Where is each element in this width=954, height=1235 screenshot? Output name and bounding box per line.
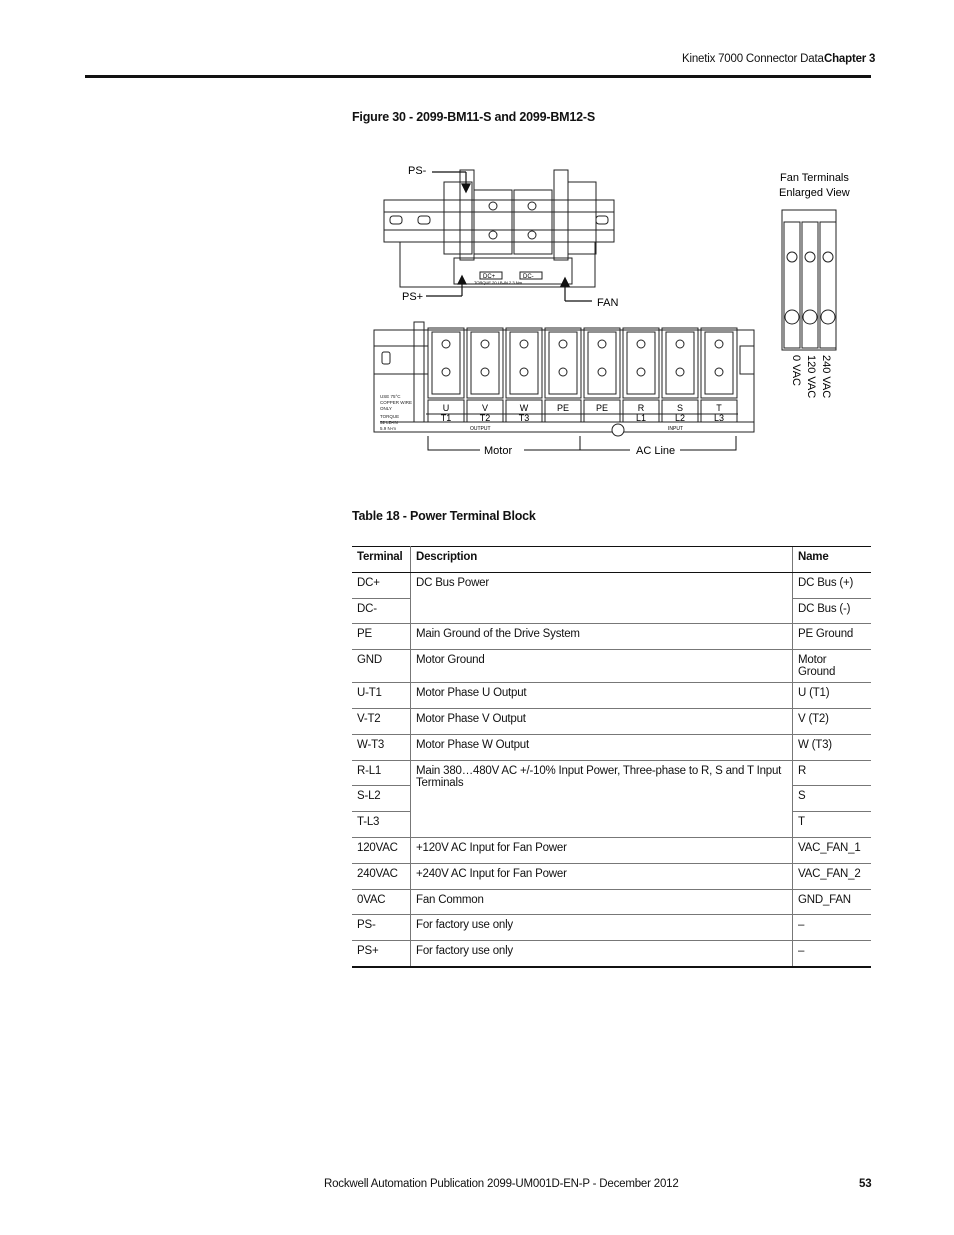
cell-description: For factory use only	[411, 915, 793, 941]
table-row	[352, 650, 871, 683]
table-row	[352, 837, 871, 863]
cell-description: Main 380…480V AC +/-10% Input Power, Three-phase to R, S and T Input Terminals	[411, 760, 793, 837]
terminal-column	[428, 328, 464, 423]
note-line-1: USE 75°C	[380, 394, 401, 399]
table-row	[352, 889, 871, 915]
cell-name: VAC_FAN_1	[793, 837, 872, 863]
note-line-4: TORQUE	[380, 414, 400, 419]
block-label-top: V	[481, 403, 489, 413]
cell-description: Motor Phase V Output	[411, 708, 793, 734]
cell-terminal: 240VAC	[352, 863, 411, 889]
header-section-title: Kinetix 7000 Connector Data	[682, 53, 824, 65]
cell-name: V (T2)	[793, 708, 872, 734]
terminal-column	[662, 328, 698, 423]
header-rule	[85, 75, 871, 78]
cell-terminal: U-T1	[352, 683, 411, 709]
fan-callout: FAN	[597, 297, 619, 309]
table-caption: Table 18 - Power Terminal Block	[352, 509, 536, 523]
col-header-description: Description	[411, 547, 793, 573]
cell-name: –	[793, 915, 872, 941]
cell-description: Motor Ground	[411, 650, 793, 683]
table-header-row	[352, 547, 871, 573]
cell-terminal: PS-	[352, 915, 411, 941]
cell-name: W (T3)	[793, 734, 872, 760]
terminal-columns	[428, 328, 737, 423]
terminal-column	[506, 328, 542, 423]
dc-plus-label: DC+	[483, 274, 496, 280]
cell-description: DC Bus Power	[411, 572, 793, 624]
ps-minus-callout: PS-	[408, 165, 427, 177]
table-row	[352, 863, 871, 889]
cell-terminal: DC+	[352, 572, 411, 598]
terminal-column	[701, 328, 737, 423]
cell-terminal: PE	[352, 624, 411, 650]
motor-label: Motor	[484, 445, 513, 457]
cell-name: U (T1)	[793, 683, 872, 709]
block-label-bottom: T1	[440, 413, 452, 423]
cell-name: S	[793, 786, 872, 812]
fan-view-title-1: Fan Terminals	[780, 172, 849, 184]
block-label-top: U	[442, 403, 450, 413]
input-group-label: INPUT	[668, 426, 683, 432]
table-row	[352, 734, 871, 760]
block-label-bottom: L3	[713, 413, 725, 423]
cell-description: +240V AC Input for Fan Power	[411, 863, 793, 889]
table-row	[352, 941, 871, 967]
power-terminal-table	[352, 546, 871, 968]
output-group-label: OUTPUT	[470, 426, 491, 432]
terminal-column	[584, 328, 620, 422]
note-line-3: ONLY	[380, 406, 392, 411]
header-chapter: Chapter 3	[824, 53, 876, 65]
cell-terminal: GND	[352, 650, 411, 683]
page-number: 53	[859, 1178, 872, 1190]
cell-description: For factory use only	[411, 941, 793, 967]
cell-terminal: T-L3	[352, 812, 411, 838]
block-label-top: PE	[595, 403, 609, 413]
terminal-column	[623, 328, 659, 423]
cell-terminal: V-T2	[352, 708, 411, 734]
table-row	[352, 760, 871, 786]
table-row	[352, 572, 871, 598]
cell-name: T	[793, 812, 872, 838]
cell-name: R	[793, 760, 872, 786]
cell-name: –	[793, 941, 872, 967]
fan-label-120vac: 120 VAC	[805, 355, 817, 399]
cell-terminal: PS+	[352, 941, 411, 967]
note-line-5: 52 LB-IN	[380, 420, 398, 425]
block-label-top: T	[716, 403, 722, 413]
cell-terminal: DC-	[352, 598, 411, 624]
note-line-2: COPPER WIRE	[380, 400, 413, 405]
cell-description: Main Ground of the Drive System	[411, 624, 793, 650]
col-header-name: Name	[793, 547, 872, 573]
cell-description: Motor Phase W Output	[411, 734, 793, 760]
block-label-bottom: T2	[479, 413, 491, 423]
block-label-bottom: L1	[635, 413, 647, 423]
cell-terminal: 120VAC	[352, 837, 411, 863]
cell-name: DC Bus (+)	[793, 572, 872, 598]
ps-plus-callout: PS+	[402, 291, 424, 303]
table-row	[352, 683, 871, 709]
cell-name: PE Ground	[793, 624, 872, 650]
block-label-top: S	[676, 403, 684, 413]
block-label-top: R	[637, 403, 645, 413]
footer-publication: Rockwell Automation Publication 2099-UM001D-EN-P - December 2012	[324, 1178, 679, 1190]
cell-description: Motor Phase U Output	[411, 683, 793, 709]
block-label-top: PE	[556, 403, 570, 413]
col-header-terminal: Terminal	[352, 547, 411, 573]
cell-terminal: R-L1	[352, 760, 411, 786]
top-torque-text: TORQUE 20 LB-IN 2.3 Nm	[474, 280, 522, 285]
cell-description: +120V AC Input for Fan Power	[411, 837, 793, 863]
table-row	[352, 708, 871, 734]
cell-terminal: W-T3	[352, 734, 411, 760]
cell-name: VAC_FAN_2	[793, 863, 872, 889]
ac-line-label: AC Line	[636, 445, 676, 457]
block-label-bottom: T3	[518, 413, 530, 423]
cell-name: DC Bus (-)	[793, 598, 872, 624]
table-row	[352, 624, 871, 650]
note-line-6: 5.9 N-m	[380, 426, 397, 431]
dc-minus-label: DC-	[523, 274, 534, 280]
cell-name: GND_FAN	[793, 889, 872, 915]
terminal-column	[545, 328, 581, 422]
cell-description: Fan Common	[411, 889, 793, 915]
terminal-block-diagram	[360, 150, 860, 470]
block-label-top: W	[519, 403, 529, 413]
fan-label-0vac: 0 VAC	[790, 355, 802, 386]
fan-label-240vac: 240 VAC	[820, 355, 832, 399]
terminal-column	[467, 328, 503, 423]
figure-caption: Figure 30 - 2099-BM11-S and 2099-BM12-S	[352, 110, 595, 124]
cell-terminal: 0VAC	[352, 889, 411, 915]
table-row	[352, 915, 871, 941]
cell-terminal: S-L2	[352, 786, 411, 812]
cell-name: Motor Ground	[793, 650, 872, 683]
block-label-bottom: L2	[674, 413, 686, 423]
fan-view-title-2: Enlarged View	[779, 187, 850, 199]
